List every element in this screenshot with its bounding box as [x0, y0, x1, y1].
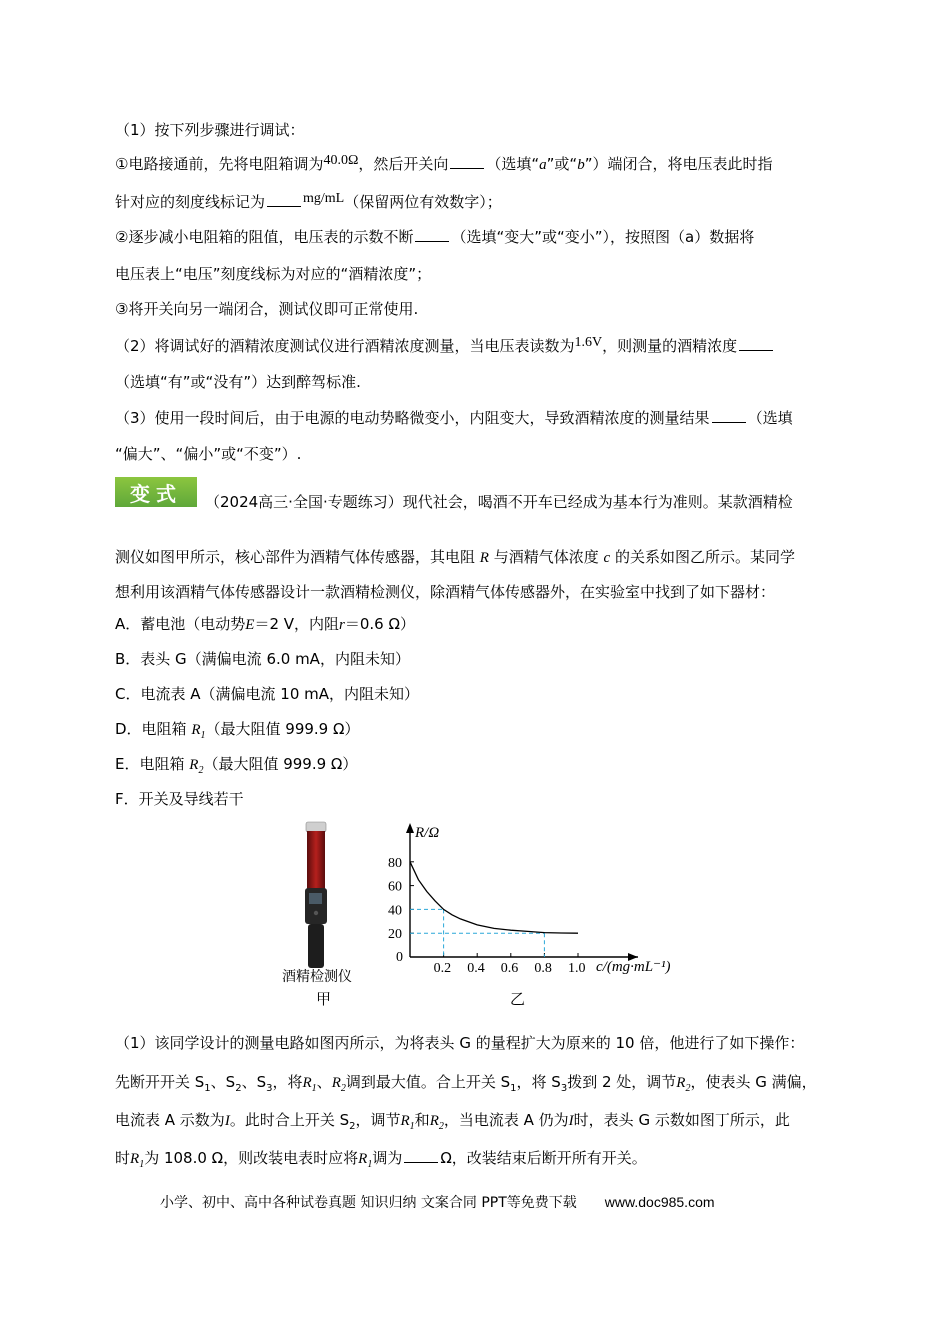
- q3-line1: （3）使用一段时间后，由于电源的电动势略微变小，内阻变大，导致酒精浓度的测量结果 （选填: [115, 409, 793, 427]
- intro-line3: 想利用该酒精气体传感器设计一款酒精检测仪，除酒精气体传感器外，在实验室中找到了如下器材：: [115, 583, 776, 601]
- resistance-concentration-chart: [370, 815, 710, 985]
- y-tick-label: 40: [388, 903, 402, 919]
- caption-yi: 乙: [510, 990, 526, 1008]
- x-tick-label: 0.6: [500, 961, 519, 976]
- answer-blank-q3[interactable]: [712, 408, 746, 423]
- origin-label: 0: [396, 950, 403, 965]
- device-label: 酒精检测仪: [282, 969, 352, 985]
- y-axis-label: R/Ω: [415, 825, 440, 841]
- answer-blank-concentration[interactable]: [267, 192, 301, 207]
- answer-blank-r1[interactable]: [404, 1148, 438, 1163]
- q2-line1: （2）将调试好的酒精浓度测试仪进行酒精浓度测量，当电压表读数为1.6V，则测量的酒精浓度: [115, 336, 775, 358]
- answer-blank-switch[interactable]: [450, 154, 484, 169]
- step1-line2: 针对应的刻度线标记为 mg/mL（保留两位有效数字）；: [115, 191, 502, 211]
- step3: ③将开关向另一端闭合，测试仪即可正常使用.: [115, 300, 419, 318]
- y-axis-arrow: [406, 823, 414, 833]
- x-axis-label: c/(mg·mL⁻¹): [596, 959, 671, 975]
- x-tick-label: 0.8: [534, 961, 552, 976]
- answer-blank-q2[interactable]: [739, 336, 773, 351]
- intro-line1: （2024高三·全国·专题练习）现代社会，喝酒不开车已经成为基本行为准则。某款酒精检: [205, 493, 793, 511]
- variant-badge: 变式: [115, 477, 197, 507]
- intro-line2: 测仪如图甲所示，核心部件为酒精气体传感器，其电阻 R 与酒精气体浓度 c 的关系如图乙所示。某同学: [115, 548, 796, 566]
- step2-line2: 电压表上“电压”刻度线标为对应的“酒精浓度”；: [115, 265, 432, 283]
- y-tick-label: 80: [388, 855, 402, 871]
- p1-line1: （1）该同学设计的测量电路如图丙所示，为将表头 G 的量程扩大为原来的 10 倍，他进行了如下操作：: [115, 1034, 805, 1052]
- p1-line3: 电流表 A 示数为I。此时合上开关 $S_2$，调节$R_1$和$R_2$，当电流表 A 仍为I时，表头 G 示数如图丁所示，此: [115, 1111, 790, 1132]
- footer-text: 小学、初中、高中各种试卷真题 知识归纳 文案合同 PPT等免费下载: [160, 1195, 577, 1211]
- footer: [160, 1192, 715, 1212]
- p1-line2: 先断开开关 $S_1$、$S_2$、$S_3$，将$R_1$、$R_2$调到最大值。合上开关 $S_1$，将 $S_3$拨到 2 处，调节$R_2$，使表头 G 满偏，: [115, 1073, 817, 1094]
- answer-blank-voltage-trend[interactable]: [415, 227, 449, 242]
- item-b: B．表头 G（满偏电流 6.0 mA，内阻未知）: [115, 650, 410, 668]
- y-tick-label: 20: [388, 927, 402, 943]
- item-c: C．电流表 A（满偏电流 10 mA，内阻未知）: [115, 685, 420, 703]
- step2-line1: ②逐步减小电阻箱的阻值，电压表的示数不断 （选填“变大”或“变小”），按照图（a）数据将: [115, 228, 755, 246]
- caption-jia: 甲: [316, 990, 332, 1008]
- x-tick-label: 0.4: [467, 961, 485, 976]
- x-tick-label: 1.0: [568, 961, 586, 976]
- q2-line2: （选填“有”或“没有”）达到醉驾标准.: [115, 373, 361, 391]
- item-f: F．开关及导线若干: [115, 790, 244, 808]
- part1-header: （1）按下列步骤进行调试：: [115, 121, 305, 139]
- x-tick-label: 0.2: [433, 961, 452, 976]
- item-e: E．电阻箱 $R_2$（最大阻值 999.9 Ω）: [115, 755, 358, 776]
- p1-line4: 时$R_1$为 108.0 Ω，则改装电表时应将$R_1$调为 Ω，改装结束后断开所有开关。: [115, 1149, 647, 1170]
- item-d: D．电阻箱 $R_1$（最大阻值 999.9 Ω）: [115, 720, 360, 741]
- y-tick-label: 60: [388, 879, 402, 895]
- item-a: A．蓄电池（电动势E＝2 V，内阻r＝0.6 Ω）: [115, 615, 415, 633]
- footer-url[interactable]: www.doc985.com: [604, 1194, 715, 1210]
- q3-line2: “偏大”、“偏小”或“不变”）.: [115, 445, 302, 463]
- series-line-0: [410, 862, 578, 933]
- step1-line1: ①电路接通前，先将电阻箱调为40.0Ω，然后开关向 （选填“a”或“b”）端闭合，将电压表此时指: [115, 153, 773, 173]
